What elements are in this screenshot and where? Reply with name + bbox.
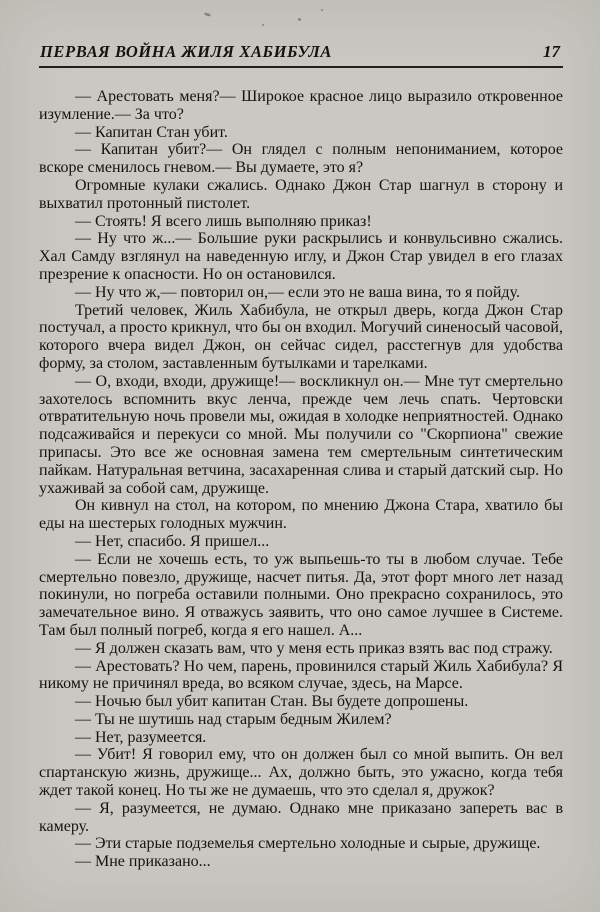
- paragraph: Третий человек, Жиль Хабибула, не открыл дверь, когда Джон Стар постучал, а просто крикнул, что бы он входил. Могучий синеносый часовой, которого вчера видел Джон, он сейчас сидел, расстегнув для удобства форму, за столом, заставленным бутылками и тарелками.: [39, 301, 563, 372]
- paragraph: — Нет, разумеется.: [75, 728, 207, 746]
- paragraph: — Я, разумеется, не думаю. Однако мне приказано запереть вас в камеру.: [39, 799, 563, 835]
- header-rule: [39, 66, 563, 68]
- paragraph: — Ну что ж...— Большие руки раскрылись и конвульсивно сжались. Хал Самду взглянул на наведенную иглу, и Джон Стар увидел в его глазах презрение к опасности. Но он остановился.: [39, 230, 563, 283]
- paragraph: — Если не хочешь есть, то уж выпьешь-то ты в любом случае. Тебе смертельно повезло, дружище, насчет питья. Да, этот форт много лет назад покинули, но погреба оставили полными. Оно прекрасно сохранилось, это замечательное вино. Я отважусь заявить, что оно самое лучшее в Системе. Там был полный погреб, когда я его нашел. А...: [39, 550, 563, 639]
- paragraph: — Стоять! Я всего лишь выполняю приказ!: [75, 212, 372, 230]
- paragraph: — Убит! Я говорил ему, что он должен был со мной выпить. Он вел спартанскую жизнь, дружище... Ах, должно быть, это ужасно, когда тебя ждет такой конец. Но ты же не думаешь, что это сделал я, дружок?: [39, 746, 563, 800]
- paragraph: — Капитан Стан убит.: [75, 123, 228, 141]
- scan-speck: [298, 18, 301, 21]
- paragraph: Огромные кулаки сжались. Однако Джон Стар шагнул в сторону и выхватил протонный пистолет.: [39, 176, 563, 212]
- running-head: [39, 42, 563, 65]
- page-number: 17: [543, 42, 560, 61]
- paragraph: — Ночью был убит капитан Стан. Вы будете допрошены.: [75, 693, 469, 711]
- paragraph: — О, входи, входи, дружище!— воскликнул он.— Мне тут смертельно захотелось вспомнить вкус ленча, прежде чем лечь спать. Чертовски отвратительную ночь провели мы, ожидая в холодке неприятностей. Однако подсаживайся и перекуси со мной. Мы получили со "Скорпиона" свежие припасы. Это все же основная замена тем смертельным синтетическим пайкам. Натуральная ветчина, засахаренная слива и старый датский сыр. Но ухаживай за собой сам, дружище.: [39, 372, 563, 497]
- text-body: [39, 88, 563, 871]
- paragraph: — Ну что ж,— повторил он,— если это не ваша вина, то я пойду.: [75, 283, 520, 301]
- paragraph: Он кивнул на стол, на котором, по мнению Джона Стара, хватило бы еды на шестерых голодных мужчин.: [39, 497, 563, 533]
- paragraph: — Арестовать? Но чем, парень, провинился старый Жиль Хабибула? Я никому не причинял вреда, во всяком случае, здесь, на Марсе.: [39, 657, 563, 693]
- running-title: ПЕРВАЯ ВОЙНА ЖИЛЯ ХАБИБУЛА: [40, 42, 333, 61]
- paragraph: — Эти старые подземелья смертельно холодные и сырые, дружище.: [75, 835, 541, 853]
- paragraph: — Мне приказано...: [75, 853, 211, 871]
- scan-speck: [262, 24, 264, 26]
- scan-speck: [204, 12, 212, 17]
- paragraph: — Нет, спасибо. Я пришел...: [75, 532, 270, 550]
- scan-speck: [321, 9, 323, 11]
- paragraph: — Капитан убит?— Он глядел с полным непониманием, которое вскоре сменилось гневом.— Вы думаете, это я?: [39, 141, 563, 177]
- paragraph: — Я должен сказать вам, что у меня есть приказ взять вас под стражу.: [75, 639, 553, 657]
- paragraph: — Арестовать меня?— Широкое красное лицо выразило откровенное изумление.— За что?: [39, 88, 563, 123]
- paragraph: — Ты не шутишь над старым бедным Жилем?: [75, 710, 392, 728]
